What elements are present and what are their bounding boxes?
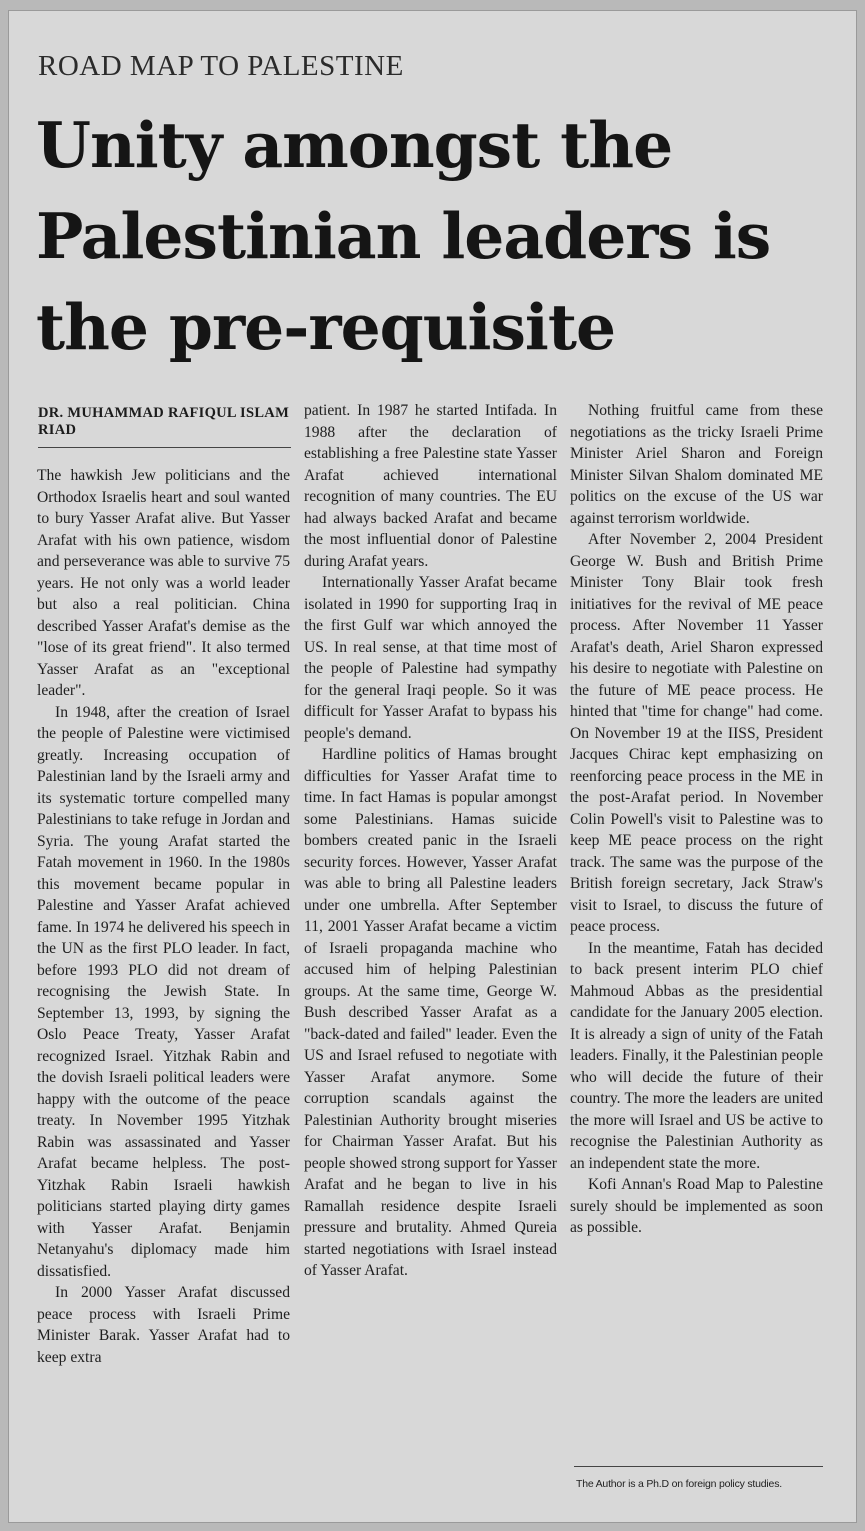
paragraph: After November 2, 2004 President George W. Bush and British Prime Minister Tony Blair took fresh initiatives for the revival of ME peace process. After November 11 Yasser Arafat's death, Ariel Sharon expressed his desire to negotiate with Palestine on the future of ME peace process. He hinted that "time for change" had come. On November 19 at the IISS, President Jacques Chirac kept emphasizing on reenforcing peace process in the ME in the post-Arafat period. In November Colin Powell's visit to Palestine was to keep ME peace process on the right track. The same was the purpose of the British foreign secretary, Jack Straw's visit to Israel, to discuss the future of peace process.	[570, 531, 823, 935]
author-byline: DR. MUHAMMAD RAFIQUL ISLAM RIAD	[38, 405, 290, 438]
article-column-1	[37, 465, 290, 1368]
paragraph: The hawkish Jew politicians and the Orthodox Israelis heart and soul wanted to bury Yasser Arafat alive. But Yasser Arafat with his own patience, wisdom and perseverance was able to survive 75 years. He not only was a world leader but also a real politician. China described Yasser Arafat's demise as the "lose of its great friend". It also termed Yasser Arafat as an "exceptional leader".	[37, 467, 290, 699]
paragraph: Kofi Annan's Road Map to Palestine surely should be implemented as soon as possible.	[570, 1176, 823, 1236]
paragraph: Hardline politics of Hamas brought difficulties for Yasser Arafat time to time. In fact Hamas is popular amongst some Palestinians. Hamas suicide bombers created panic in the Israeli security forces. However, Yasser Arafat was able to bring all Palestine leaders under one umbrella. After September 11, 2001 Yasser Arafat became a victim of Israeli propaganda machine who accused him of helping Palestinian groups. At the same time, George W. Bush described Yasser Arafat as a "back-dated and failed" leader. Even the US and Israel refused to negotiate with Yasser Arafat anymore. Some corruption scandals against the Palestinian Authority brought miseries for Chairman Yasser Arafat. But his people showed strong support for Yasser Arafat and he began to live in his Ramallah residence despite Israeli pressure and brutality. Ahmed Qureia started negotiations with Israel instead of Yasser Arafat.	[304, 746, 557, 1279]
paragraph: In 2000 Yasser Arafat discussed peace process with Israeli Prime Minister Barak. Yasser Arafat had to keep extra	[37, 1284, 290, 1366]
paragraph: patient. In 1987 he started Intifada. In 1988 after the declaration of establishing a free Palestine state Yasser Arafat achieved international recognition of many countries. The EU had always backed Arafat and became the most influential donor of Palestine during Arafat years.	[304, 402, 557, 570]
paragraph: In 1948, after the creation of Israel the people of Palestine were victimised greatly. Increasing occupation of Palestinian land by the Israeli army and its systematic torture compelled many Palestinians to take refuge in Jordan and Syria. The young Arafat started the Fatah movement in 1960. In the 1980s this movement became popular in Palestine and Yasser Arafat achieved fame. In 1974 he delivered his speech in the UN as the first PLO leader. In fact, before 1993 PLO did not dream of recognising the Jewish State. In September 13, 1993, by signing the Oslo Peace Treaty, Yasser Arafat recognized Israel. Yitzhak Rabin and the dovish Israeli political leaders were happy with the outcome of the peace treaty. In November 1995 Yitzhak Rabin was assassinated and Yasser Arafat became helpless. The post-Yitzhak Rabin Israeli hawkish politicians started playing dirty games with Yasser Arafat. Benjamin Netanyahu's diplomacy made him dissatisfied.	[37, 703, 290, 1280]
article-column-2	[304, 400, 557, 1282]
byline-divider	[38, 447, 291, 448]
article-end-divider	[574, 1466, 823, 1467]
paragraph: Internationally Yasser Arafat became isolated in 1990 for supporting Iraq in the first Gulf war which annoyed the US. In real sense, at that time most of the people of Palestine had sympathy for the general Iraqi people. So it was difficult for Yasser Arafat to bypass his people's demand.	[304, 574, 557, 742]
article-column-3	[570, 400, 823, 1239]
paragraph: Nothing fruitful came from these negotiations as the tricky Israeli Prime Minister Ariel Sharon and Foreign Minister Silvan Shalom dominated ME politics on the excuse of the US war against terrorism worldwide.	[570, 402, 823, 527]
author-note: The Author is a Ph.D on foreign policy studies.	[576, 1478, 782, 1490]
section-kicker: ROAD MAP TO PALESTINE	[38, 50, 404, 82]
paragraph: In the meantime, Fatah has decided to back present interim PLO chief Mahmoud Abbas as the presidential candidate for the January 2005 election. It is already a sign of unity of the Fatah leaders. Finally, it the Palestinian people who will decide the future of their country. The more the leaders are united the more will Israel and US be active to recognise the Palestinian Authority as an independent state the more.	[570, 939, 823, 1172]
article-headline: Unity amongst the Palestinian leaders is the pre-requisite	[36, 108, 771, 364]
